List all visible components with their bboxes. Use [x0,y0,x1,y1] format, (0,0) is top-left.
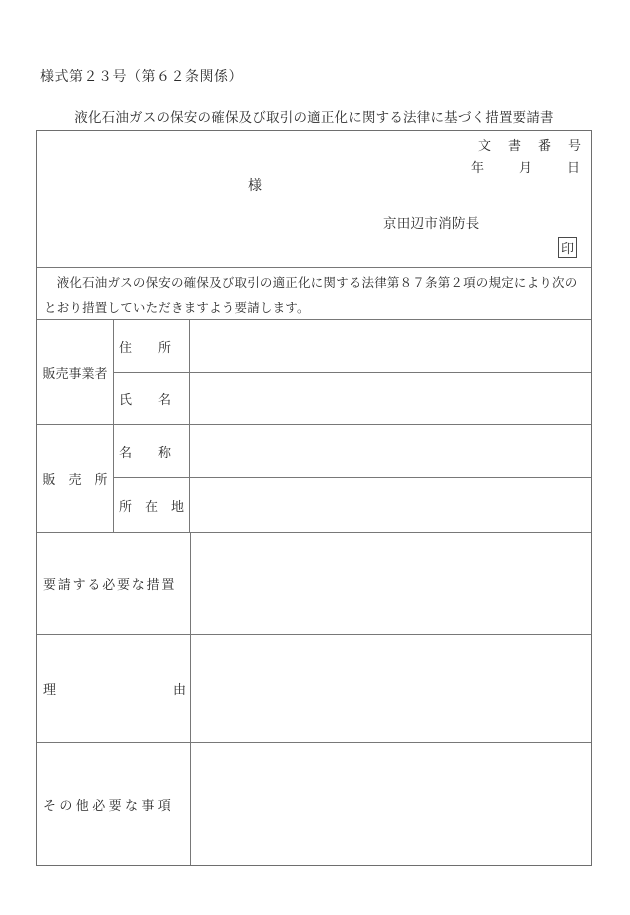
addressee-honorific: 様 [248,179,262,194]
office-title-field [190,425,591,477]
office-group-row [37,425,591,533]
seller-group-row [37,320,591,425]
other-field [191,743,591,865]
office-title-label: 名 称 [114,425,190,477]
sender-name: 京田辺市消防長 [383,216,480,231]
office-location-row [114,478,591,532]
reason-label: 理 由 [37,635,191,742]
seal-mark: 印 [560,241,574,256]
reason-row [37,635,591,743]
doc-number-label: 文 書 番 号 [477,138,583,153]
office-location-label: 所 在 地 [114,478,190,532]
seller-address-label: 住 所 [114,320,190,372]
form-number: 様式第２３号（第６２条関係） [40,70,243,85]
reason-field [191,635,591,742]
other-label: その他必要な事項 [37,743,191,865]
other-row [37,743,591,865]
seller-address-field [190,320,591,372]
statement-text: 液化石油ガスの保安の確保及び取引の適正化に関する法律第８７条第２項の規定により次のとおり措置していただきますよう要請します。 [37,268,591,320]
seller-name-label: 氏 名 [114,373,190,424]
seller-name-field [190,373,591,424]
measures-field [191,533,591,634]
office-title-row [114,425,591,478]
seller-name-row [114,373,591,424]
measures-label: 要請する必要な措置 [37,533,191,634]
page-title: 液化石油ガスの保安の確保及び取引の適正化に関する法律に基づく措置要請書 [74,110,554,125]
measures-row [37,533,591,635]
request-form-table [36,130,592,866]
office-location-field [190,478,591,532]
seller-group-label: 販売事業者 [37,320,114,424]
form-header-cell [37,131,591,268]
office-subrows [114,425,591,532]
seller-address-row [114,320,591,373]
seller-subrows [114,320,591,424]
date-label: 年 月 日 [470,160,583,175]
office-group-label: 販 売 所 [37,425,114,532]
seal-placeholder [558,237,577,258]
